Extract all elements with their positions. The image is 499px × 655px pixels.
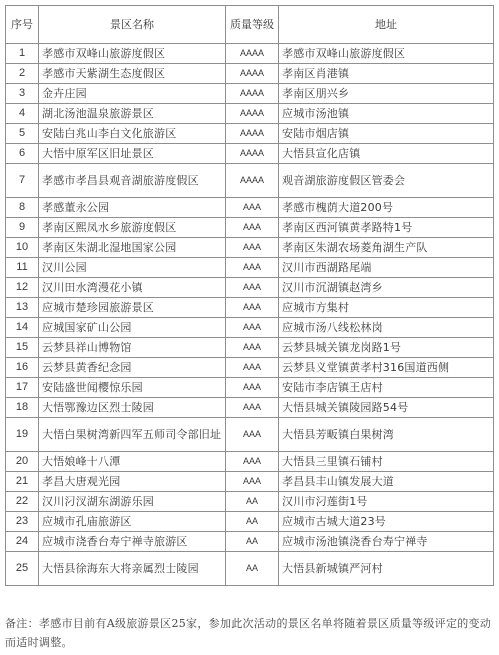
table-row — [6, 164, 494, 198]
row-index: 23 — [6, 512, 39, 532]
table-row — [6, 218, 494, 238]
row-address: 大悟县三里镇石铺村 — [279, 452, 494, 472]
row-quality-level: AAA — [226, 198, 279, 218]
row-address: 孝南区肖港镇 — [279, 64, 494, 84]
row-address: 大悟县芳畈镇白果树湾 — [279, 418, 494, 452]
table-row — [6, 258, 494, 278]
row-scenic-name: 湖北汤池温泉旅游景区 — [39, 104, 226, 124]
row-address: 应城市方集村 — [279, 298, 494, 318]
row-index: 25 — [6, 552, 39, 586]
row-scenic-name: 应城市楚珍园旅游景区 — [39, 298, 226, 318]
row-index: 10 — [6, 238, 39, 258]
row-address: 大悟县宣化店镇 — [279, 144, 494, 164]
row-index: 8 — [6, 198, 39, 218]
row-index: 1 — [6, 44, 39, 64]
row-scenic-name: 应城市孔庙旅游区 — [39, 512, 226, 532]
row-index: 15 — [6, 338, 39, 358]
row-scenic-name: 孝昌大唐观光园 — [39, 472, 226, 492]
row-quality-level: AAA — [226, 472, 279, 492]
row-scenic-name: 孝感董永公园 — [39, 198, 226, 218]
row-scenic-name: 孝南区朱湖北湿地国家公园 — [39, 238, 226, 258]
table-row — [6, 318, 494, 338]
row-index: 7 — [6, 164, 39, 198]
row-address: 云梦县城关镇龙岗路1号 — [279, 338, 494, 358]
table-row — [6, 472, 494, 492]
table-row — [6, 84, 494, 104]
row-address: 孝南区西河镇黄孝路特1号 — [279, 218, 494, 238]
row-quality-level: AAA — [226, 452, 279, 472]
row-quality-level: AAA — [226, 238, 279, 258]
table-row — [6, 278, 494, 298]
row-scenic-name: 大悟中原军区旧址景区 — [39, 144, 226, 164]
row-index: 4 — [6, 104, 39, 124]
row-address: 安陆市烟店镇 — [279, 124, 494, 144]
table-row — [6, 64, 494, 84]
row-index: 20 — [6, 452, 39, 472]
table-header-row — [6, 6, 494, 44]
table-row — [6, 378, 494, 398]
row-scenic-name: 汉川公园 — [39, 258, 226, 278]
row-address: 孝昌县丰山镇发展大道 — [279, 472, 494, 492]
row-index: 17 — [6, 378, 39, 398]
table-body — [6, 44, 494, 586]
table-row — [6, 492, 494, 512]
row-scenic-name: 金卉庄园 — [39, 84, 226, 104]
row-quality-level: AAAA — [226, 104, 279, 124]
row-quality-level: AAA — [226, 318, 279, 338]
row-index: 21 — [6, 472, 39, 492]
row-quality-level: AAA — [226, 258, 279, 278]
table-row — [6, 44, 494, 64]
row-index: 12 — [6, 278, 39, 298]
header-address: 地址 — [279, 6, 494, 44]
table-row — [6, 298, 494, 318]
table-row — [6, 144, 494, 164]
table-row — [6, 552, 494, 586]
row-address: 应城市古城大道23号 — [279, 512, 494, 532]
row-index: 11 — [6, 258, 39, 278]
row-quality-level: AA — [226, 492, 279, 512]
row-index: 24 — [6, 532, 39, 552]
table-row — [6, 338, 494, 358]
table-row — [6, 358, 494, 378]
row-scenic-name: 大悟娘峰十八潭 — [39, 452, 226, 472]
header-name: 景区名称 — [39, 6, 226, 44]
row-quality-level: AA — [226, 552, 279, 586]
row-index: 19 — [6, 418, 39, 452]
row-address: 应城市汤八线松林岗 — [279, 318, 494, 338]
row-address: 观音湖旅游度假区管委会 — [279, 164, 494, 198]
row-scenic-name: 孝感市天紫湖生态度假区 — [39, 64, 226, 84]
row-scenic-name: 大悟县徐海东大将亲属烈士陵园 — [39, 552, 226, 586]
row-scenic-name: 大悟白果树湾新四军五师司令部旧址 — [39, 418, 226, 452]
row-scenic-name: 汉川汈汊湖东湖游乐园 — [39, 492, 226, 512]
row-address: 应城市汤池镇 — [279, 104, 494, 124]
row-quality-level: AAA — [226, 338, 279, 358]
row-quality-level: AAA — [226, 298, 279, 318]
row-scenic-name: 云梦县黄香纪念园 — [39, 358, 226, 378]
table-row — [6, 238, 494, 258]
row-address: 应城市汤池镇浇香台寿宁禅寺 — [279, 532, 494, 552]
header-index: 序号 — [6, 6, 39, 44]
row-quality-level: AAA — [226, 418, 279, 452]
row-address: 云梦县义堂镇黄孝村316国道西侧 — [279, 358, 494, 378]
row-quality-level: AAAA — [226, 44, 279, 64]
row-quality-level: AAA — [226, 358, 279, 378]
row-address: 汉川市汈莲街1号 — [279, 492, 494, 512]
table-row — [6, 532, 494, 552]
row-index: 9 — [6, 218, 39, 238]
row-address: 孝南区朋兴乡 — [279, 84, 494, 104]
row-quality-level: AAAA — [226, 84, 279, 104]
row-address: 孝南区朱湖农场菱角湖生产队 — [279, 238, 494, 258]
row-index: 2 — [6, 64, 39, 84]
row-address: 孝感市槐荫大道200号 — [279, 198, 494, 218]
row-scenic-name: 孝感市双峰山旅游度假区 — [39, 44, 226, 64]
row-quality-level: AAA — [226, 278, 279, 298]
row-index: 6 — [6, 144, 39, 164]
table-row — [6, 452, 494, 472]
row-quality-level: AAA — [226, 378, 279, 398]
row-index: 18 — [6, 398, 39, 418]
row-scenic-name: 大悟鄂豫边区烈士陵园 — [39, 398, 226, 418]
row-quality-level: AA — [226, 532, 279, 552]
row-scenic-name: 安陆白兆山李白文化旅游区 — [39, 124, 226, 144]
row-scenic-name: 孝南区熙凤水乡旅游度假区 — [39, 218, 226, 238]
row-scenic-name: 汉川田水湾漫花小镇 — [39, 278, 226, 298]
row-index: 3 — [6, 84, 39, 104]
row-scenic-name: 云梦县祥山博物馆 — [39, 338, 226, 358]
table-row — [6, 418, 494, 452]
table-row — [6, 104, 494, 124]
row-quality-level: AAAA — [226, 164, 279, 198]
row-quality-level: AAA — [226, 218, 279, 238]
table-row — [6, 398, 494, 418]
row-quality-level: AAAA — [226, 64, 279, 84]
row-scenic-name: 应城国家矿山公园 — [39, 318, 226, 338]
row-quality-level: AAA — [226, 398, 279, 418]
row-quality-level: AA — [226, 512, 279, 532]
row-index: 16 — [6, 358, 39, 378]
table-row — [6, 198, 494, 218]
scenic-area-table — [5, 5, 494, 586]
row-scenic-name: 安陆盛世闻樱惊乐园 — [39, 378, 226, 398]
row-address: 孝感市双峰山旅游度假区 — [279, 44, 494, 64]
row-address: 汉川市西湖路尾端 — [279, 258, 494, 278]
table-row — [6, 124, 494, 144]
header-level: 质量等级 — [226, 6, 279, 44]
row-address: 大悟县新城镇严河村 — [279, 552, 494, 586]
row-index: 22 — [6, 492, 39, 512]
row-address: 汉川市沉湖镇赵湾乡 — [279, 278, 494, 298]
row-address: 大悟县城关镇陵园路54号 — [279, 398, 494, 418]
row-scenic-name: 应城市浇香台寿宁禅寺旅游区 — [39, 532, 226, 552]
row-index: 13 — [6, 298, 39, 318]
row-index: 5 — [6, 124, 39, 144]
row-address: 安陆市李店镇王店村 — [279, 378, 494, 398]
row-quality-level: AAAA — [226, 144, 279, 164]
table-row — [6, 512, 494, 532]
row-quality-level: AAAA — [226, 124, 279, 144]
row-scenic-name: 孝感市孝昌县观音湖旅游度假区 — [39, 164, 226, 198]
footnote: 备注：孝感市目前有A级旅游景区25家，参加此次活动的景区名单将随着景区质量等级评定的变动而适时调整。 — [5, 617, 492, 649]
row-index: 14 — [6, 318, 39, 338]
